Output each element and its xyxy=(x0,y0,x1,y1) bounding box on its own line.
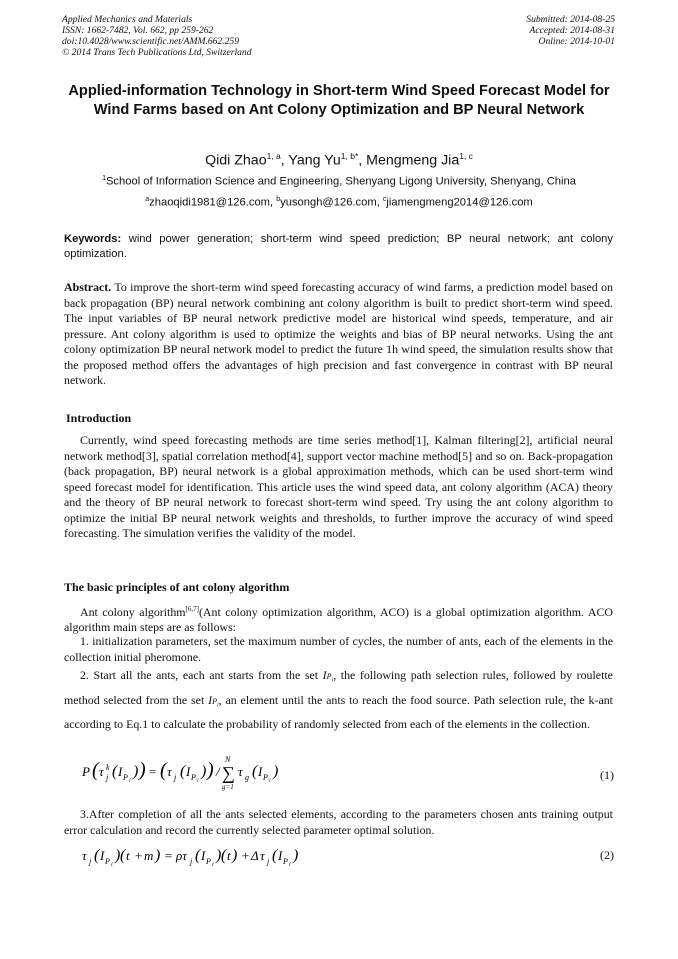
svg-text:(: ( xyxy=(112,763,118,780)
svg-text:): ) xyxy=(232,847,238,864)
email-link[interactable]: zhaoqidi1981@126.com xyxy=(149,196,270,209)
svg-text:(: ( xyxy=(92,759,99,781)
svg-text:(: ( xyxy=(180,763,186,780)
svg-text:i: i xyxy=(212,862,214,868)
affiliation xyxy=(0,175,678,188)
svg-text:τ: τ xyxy=(167,764,172,779)
online-date: Online: 2014-10-01 xyxy=(538,36,615,47)
set-symbol: $IP_i$ xyxy=(322,668,334,684)
svg-text:): ) xyxy=(207,759,214,781)
svg-text:I: I xyxy=(100,848,105,863)
svg-text:i: i xyxy=(197,778,199,784)
svg-text:j: j xyxy=(106,773,109,782)
email-sup: b xyxy=(276,196,281,203)
author-sup: 1, c xyxy=(459,151,473,161)
svg-text:∑: ∑ xyxy=(222,763,235,783)
svg-text:τ: τ xyxy=(99,764,104,779)
abstract xyxy=(64,280,613,389)
svg-text:(: ( xyxy=(221,847,227,864)
equation-2-number: (2) xyxy=(600,848,614,862)
svg-text:(: ( xyxy=(272,847,278,864)
keywords xyxy=(64,232,613,262)
submitted-date: Submitted: 2014-08-25 xyxy=(526,14,615,25)
svg-text:τ: τ xyxy=(238,764,243,779)
svg-text:τ: τ xyxy=(82,848,87,863)
equation-1 xyxy=(82,752,382,792)
svg-text:I: I xyxy=(201,848,206,863)
step2-part-a: 2. Start all the ants, each ant starts from the set xyxy=(80,668,319,682)
affiliation-text: School of Information Science and Engineering, Shenyang Ligong University, Shenyang, China xyxy=(105,175,576,188)
email-sup: c xyxy=(382,196,387,203)
aco-paragraph xyxy=(64,602,613,636)
aco-p1-rest: (Ant colony optimization algorithm, ACO) is a global optimization algorithm. ACO algorithm main steps are as follows: xyxy=(64,604,613,635)
svg-text:t: t xyxy=(126,848,130,863)
copyright-line: © 2014 Trans Tech Publications Ltd, Switzerland xyxy=(62,47,252,58)
aco-step-2 xyxy=(64,666,613,734)
svg-text:k: k xyxy=(106,763,110,772)
svg-text:τ: τ xyxy=(260,848,265,863)
aco-p1-start: Ant colony algorithm xyxy=(80,604,186,619)
step2-part-b: , the following path selection rules, followed by roulette method selected from the set xyxy=(64,668,613,707)
svg-text:N: N xyxy=(225,755,231,764)
svg-text:+: + xyxy=(241,848,250,863)
aco-heading: The basic principles of ant colony algorithm xyxy=(64,580,290,594)
step2-part-c: , an element until the ants to reach the food source. Path selection rule, the k-ant according to Eq.1 to calculate the probability of randomly selected from each of the elements in the collection. xyxy=(64,692,613,732)
keywords-label: Keywords: xyxy=(64,233,122,245)
email-sup: a xyxy=(145,196,150,203)
email-link[interactable]: jiamengmeng2014@126.com xyxy=(386,196,533,209)
author-list xyxy=(0,151,678,169)
journal-name: Applied Mechanics and Materials xyxy=(62,14,193,25)
svg-text:=: = xyxy=(164,848,173,863)
svg-text:): ) xyxy=(293,847,299,864)
author-name: Yang Yu xyxy=(288,152,341,169)
svg-text:=: = xyxy=(148,764,157,779)
author-sep: , xyxy=(280,152,289,169)
svg-text:t: t xyxy=(227,848,231,863)
email-sep: , xyxy=(376,196,383,209)
svg-text:j: j xyxy=(89,857,92,866)
author-sup: 1, b* xyxy=(340,151,359,161)
date-metadata xyxy=(526,14,615,47)
email-link[interactable]: yusongh@126.com xyxy=(280,196,377,209)
svg-text:I: I xyxy=(278,848,283,863)
paper-title: Applied-information Technology in Short-term Wind Speed Forecast Model for Wind Farms based on Ant Colony Optimization and BP Neural Network xyxy=(68,83,610,118)
svg-text:(: ( xyxy=(120,847,126,864)
svg-text:g=1: g=1 xyxy=(222,783,234,791)
svg-text:): ) xyxy=(216,847,222,864)
svg-text:g: g xyxy=(245,773,249,782)
svg-text:I: I xyxy=(118,764,123,779)
doi-line: doi:10.4028/www.scientific.net/AMM.662.259 xyxy=(62,36,240,47)
svg-text:j: j xyxy=(174,773,177,782)
svg-text:+: + xyxy=(134,848,143,863)
svg-text:/: / xyxy=(216,764,220,779)
email-list xyxy=(0,196,678,209)
svg-text:I: I xyxy=(258,764,263,779)
email-sep: , xyxy=(270,196,277,209)
svg-text:(: ( xyxy=(195,847,201,864)
svg-text:(: ( xyxy=(252,763,258,780)
svg-text:P: P xyxy=(123,773,128,782)
abstract-label: Abstract. xyxy=(64,280,112,294)
author-name: Qidi Zhao xyxy=(205,152,267,169)
svg-text:j: j xyxy=(267,857,270,866)
svg-text:(: ( xyxy=(160,759,167,781)
set-symbol: $IP_i$ xyxy=(208,692,219,709)
svg-text:Δ: Δ xyxy=(251,848,259,863)
svg-text:P: P xyxy=(82,764,90,779)
svg-text:P: P xyxy=(263,773,268,782)
aco-step-3: 3.After completion of all the ants selected elements, according to the parameters chosen ants training output error calculation and record the currently selected parameter optimal solution. xyxy=(64,807,613,837)
svg-text:i: i xyxy=(269,778,271,784)
svg-text:i: i xyxy=(111,862,113,868)
equation-2 xyxy=(82,843,342,871)
svg-text:P: P xyxy=(283,857,288,866)
svg-text:): ) xyxy=(133,763,139,780)
svg-text:P: P xyxy=(206,857,211,866)
citation: [6,7] xyxy=(185,605,199,613)
introduction-text: Currently, wind speed forecasting methods are time series method[1], Kalman filtering[2], artificial neural network method[3], spatial correlation method[4], support vector machine method[5] and so on. Back-propagation (back propagation, BP) neural network is a global approximation methods, which can be used short-term wind speed forecast model for identification. This article uses the wind speed data, ant colony algorithm (ACA) theory and the theory of BP neural network to forecast short-term wind speed. Try using the ant colony algorithm to optimize the initial BP neural network weights and thresholds, to further improve the accuracy of wind speed forecasting. The simulation verifies the validity of the model. xyxy=(64,433,613,540)
svg-text:ρτ: ρτ xyxy=(176,848,187,863)
svg-text:I: I xyxy=(186,764,191,779)
issn-line: ISSN: 1662-7482, Vol. 662, pp 259-262 xyxy=(62,25,214,36)
svg-text:): ) xyxy=(155,847,161,864)
journal-metadata xyxy=(62,14,252,58)
svg-text:P: P xyxy=(191,773,196,782)
keywords-text: wind power generation; short-term wind speed prediction; BP neural network; ant colony optimization. xyxy=(64,233,613,260)
svg-text:m: m xyxy=(144,848,154,863)
introduction-heading: Introduction xyxy=(66,411,132,425)
svg-text:(: ( xyxy=(94,847,100,864)
accepted-date: Accepted: 2014-08-31 xyxy=(529,25,615,36)
abstract-text: To improve the short-term wind speed forecasting accuracy of wind farms, a prediction model based on back propagation (BP) neural network combining ant colony algorithm is built to predict short-term wind speed. The input variables of BP neural network predictive model are historical wind speeds, temperature, and air pressure. Ant colony algorithm is used to optimize the weights and bias of BP neural networks. Using the ant colony optimization BP neural network model to predict the future 1h wind speed, the simulation results show that the proposed method offers the advantages of high precision and fast convergence in contrast with BP neural network. xyxy=(64,280,613,387)
svg-text:): ) xyxy=(139,759,146,781)
svg-text:P: P xyxy=(105,857,110,866)
equation-1-number: (1) xyxy=(600,768,614,782)
author-name: Mengmeng Jia xyxy=(366,152,460,169)
svg-text:): ) xyxy=(115,847,121,864)
aco-step-1: 1. initialization parameters, set the maximum number of cycles, the number of ants, each of the elements in the collection initial pheromone. xyxy=(64,634,613,664)
svg-text:i: i xyxy=(129,778,131,784)
affiliation-sup: 1 xyxy=(102,175,106,182)
svg-text:j: j xyxy=(190,857,193,866)
author-sup: 1, a xyxy=(266,151,281,161)
svg-text:i: i xyxy=(289,862,291,868)
svg-text:): ) xyxy=(201,763,207,780)
author-sep: , xyxy=(358,152,367,169)
svg-text:): ) xyxy=(273,763,279,780)
